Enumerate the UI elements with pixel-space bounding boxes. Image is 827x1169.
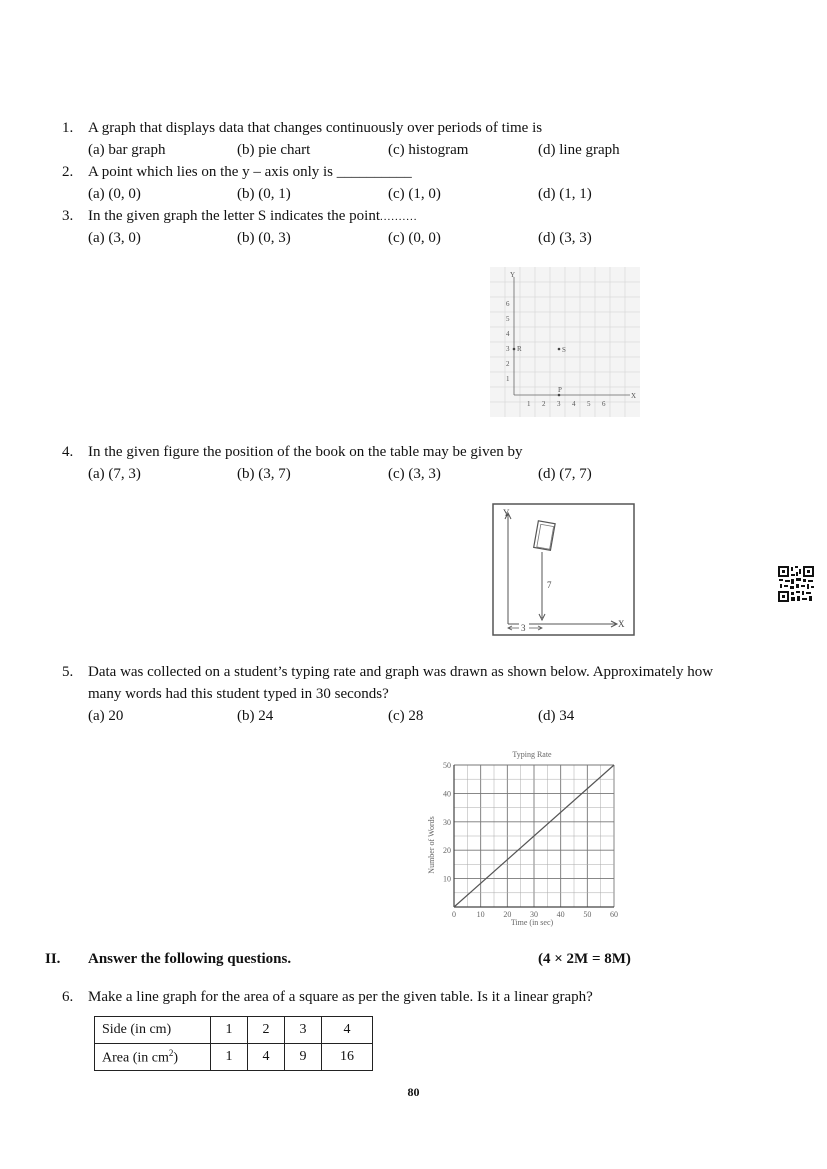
page-number: 80 bbox=[407, 1085, 420, 1099]
coordinate-grid-figure bbox=[490, 267, 640, 417]
book-position-figure bbox=[486, 500, 638, 640]
x-tick-4: 4 bbox=[572, 400, 576, 408]
question-text: A graph that displays data that changes continuously over periods of time is bbox=[88, 120, 543, 136]
x-tick-label: 40 bbox=[556, 910, 565, 919]
y-axis-title: Number of Words bbox=[427, 816, 436, 874]
y-tick-label: 10 bbox=[443, 874, 451, 884]
question-number: 4. bbox=[62, 444, 74, 460]
point-r-label: R bbox=[517, 345, 522, 353]
y-tick-3: 3 bbox=[506, 345, 510, 353]
y-tick-label: 40 bbox=[443, 789, 451, 799]
x-axis-label: X bbox=[618, 619, 625, 629]
chart-title: Typing Rate bbox=[512, 750, 552, 759]
section-roman: II. bbox=[45, 951, 61, 967]
table-cell: 3 bbox=[285, 1017, 322, 1044]
option-c: (c) 28 bbox=[388, 708, 424, 724]
table-cell: 1 bbox=[211, 1017, 248, 1044]
option-d: (d) 34 bbox=[538, 708, 575, 724]
y-axis-label: Y bbox=[503, 508, 510, 518]
option-a: (a) (0, 0) bbox=[88, 186, 141, 202]
y-tick-4: 4 bbox=[506, 330, 510, 338]
qr-code bbox=[777, 565, 815, 603]
option-a: (a) (3, 0) bbox=[88, 230, 141, 246]
table-cell: 4 bbox=[248, 1044, 285, 1071]
table-cell: 4 bbox=[322, 1017, 373, 1044]
vertical-distance-label: 7 bbox=[547, 580, 552, 590]
option-a: (a) (7, 3) bbox=[88, 466, 141, 482]
y-tick-label: 20 bbox=[443, 846, 451, 856]
table-cell: 1 bbox=[211, 1044, 248, 1071]
option-a: (a) bar graph bbox=[88, 142, 166, 158]
table-cell: 2 bbox=[248, 1017, 285, 1044]
option-b: (b) (3, 7) bbox=[237, 466, 291, 482]
question-number: 3. bbox=[62, 208, 74, 224]
y-tick-6: 6 bbox=[506, 300, 510, 308]
x-tick-label: 60 bbox=[610, 910, 618, 919]
question-number: 6. bbox=[62, 989, 74, 1005]
horizontal-distance-label: 3 bbox=[521, 623, 526, 633]
x-tick-3: 3 bbox=[557, 400, 561, 408]
point-p-label: P bbox=[558, 386, 562, 394]
y-tick-1: 1 bbox=[506, 375, 510, 383]
x-tick-label: 0 bbox=[452, 910, 456, 919]
x-tick-2: 2 bbox=[542, 400, 546, 408]
table-header-cell: Area (in $cm^2$) bbox=[95, 1044, 211, 1071]
table-row bbox=[95, 1017, 373, 1044]
y-tick-label: 50 bbox=[443, 761, 451, 770]
table-row bbox=[95, 1044, 373, 1071]
x-tick-1: 1 bbox=[527, 400, 531, 408]
option-c: (c) (0, 0) bbox=[388, 230, 441, 246]
option-c: (c) (1, 0) bbox=[388, 186, 441, 202]
option-b: (b) pie chart bbox=[237, 142, 311, 158]
y-axis-label: Y bbox=[510, 271, 516, 279]
question-number: 2. bbox=[62, 164, 74, 180]
y-tick-5: 5 bbox=[506, 315, 510, 323]
option-b: (b) 24 bbox=[237, 708, 274, 724]
x-tick-label: 30 bbox=[530, 910, 538, 919]
table-cell: 9 bbox=[285, 1044, 322, 1071]
option-b: (b) (0, 1) bbox=[237, 186, 291, 202]
question-text: In the given graph the letter S indicates the point.......... bbox=[88, 208, 418, 224]
question-text-line-2: many words had this student typed in 30 seconds? bbox=[88, 686, 389, 702]
x-tick-5: 5 bbox=[587, 400, 591, 408]
table-cell: 16 bbox=[322, 1044, 373, 1071]
x-tick-label: 50 bbox=[583, 910, 592, 919]
y-tick-2: 2 bbox=[506, 360, 510, 368]
option-a: (a) 20 bbox=[88, 708, 124, 724]
x-axis-label: X bbox=[631, 392, 637, 400]
option-d: (d) (3, 3) bbox=[538, 230, 592, 246]
table-header-cell: Side (in cm) bbox=[95, 1017, 211, 1044]
typing-rate-chart bbox=[420, 745, 635, 930]
section-title: Answer the following questions. bbox=[88, 951, 292, 967]
question-text: In the given figure the position of the book on the table may be given by bbox=[88, 444, 523, 460]
side-area-table bbox=[94, 1016, 373, 1071]
option-c: (c) (3, 3) bbox=[388, 466, 441, 482]
option-d: (d) (1, 1) bbox=[538, 186, 592, 202]
section-marks: (4 × 2M = 8M) bbox=[538, 951, 631, 967]
x-tick-6: 6 bbox=[602, 400, 606, 408]
question-number: 1. bbox=[62, 120, 74, 136]
x-tick-label: 20 bbox=[503, 910, 512, 919]
question-text: A point which lies on the y – axis only is __________ bbox=[88, 164, 412, 180]
question-text: Make a line graph for the area of a square as per the given table. Is it a linear graph? bbox=[88, 989, 593, 1005]
option-d: (d) (7, 7) bbox=[538, 466, 592, 482]
x-axis-title: Time (in sec) bbox=[510, 918, 554, 927]
x-tick-label: 10 bbox=[476, 910, 485, 919]
question-number: 5. bbox=[62, 664, 74, 680]
question-text-line-1: Data was collected on a student’s typing rate and graph was drawn as shown below. Approximately how bbox=[88, 664, 714, 680]
option-b: (b) (0, 3) bbox=[237, 230, 291, 246]
y-tick-label: 30 bbox=[443, 817, 451, 827]
option-d: (d) line graph bbox=[538, 142, 620, 158]
point-s-label: S bbox=[562, 346, 566, 354]
option-c: (c) histogram bbox=[388, 142, 469, 158]
